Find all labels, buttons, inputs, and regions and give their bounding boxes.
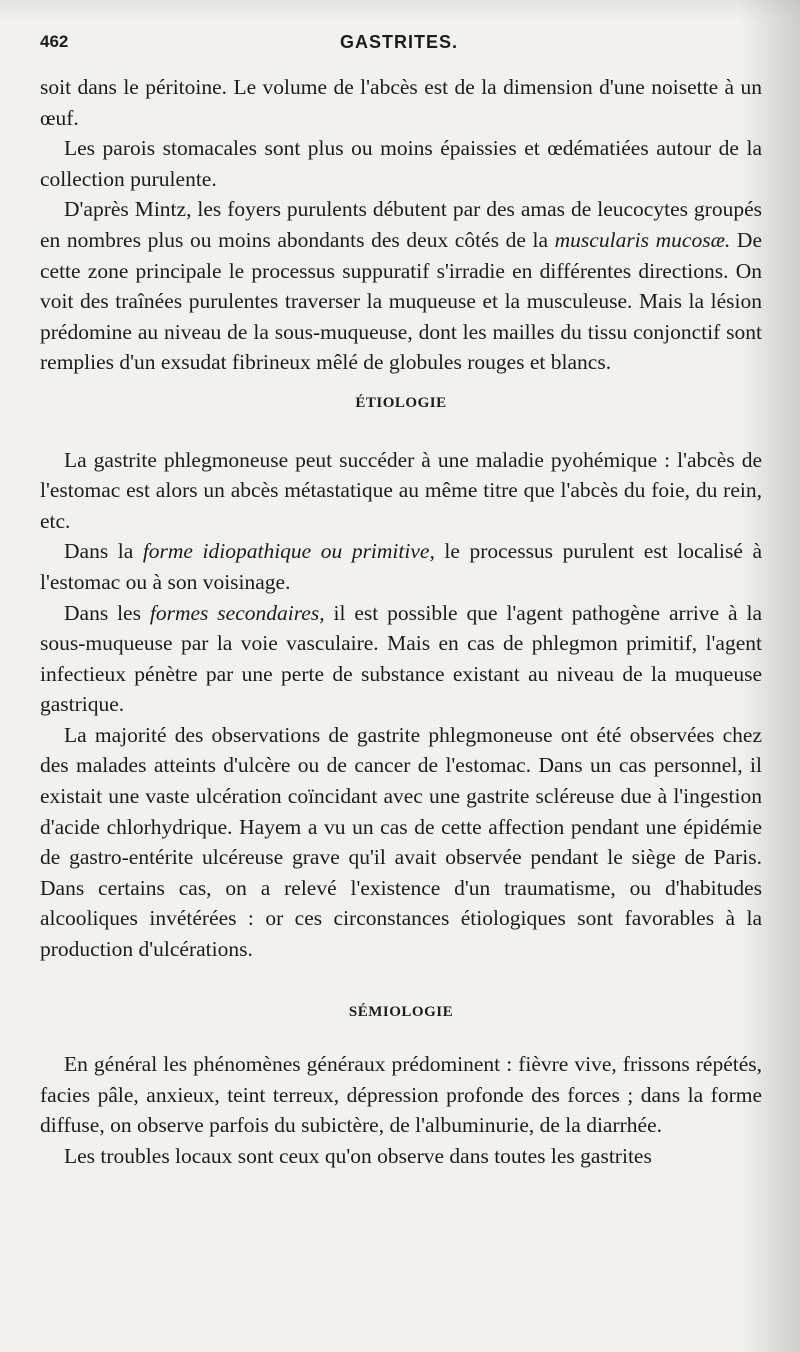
paragraph: En général les phénomènes généraux prédominent : fièvre vive, frissons répétés, facies pâle, anxieux, teint terreux, dépression profonde des forces ; dans la forme diffuse, on observe parfois du subictère, de l'albuminurie, de la diarrhée. (40, 1052, 762, 1138)
text-run: D'après Mintz, les foyers purulents débutent par des amas de leucocytes groupés en nombres plus ou moins abondants des deux côtés de la (40, 197, 762, 252)
paragraph: soit dans le péritoine. Le volume de l'abcès est de la dimension d'une noisette à un œuf. (40, 75, 762, 130)
paragraph (40, 536, 762, 597)
section-heading-etiologie: ÉTIOLOGIE (355, 394, 447, 411)
paragraph (40, 194, 762, 378)
italic-term: muscularis mucosæ. (554, 227, 731, 252)
page-number: 462 (40, 32, 69, 51)
italic-term: formes secondaires, (149, 600, 325, 625)
page-header (40, 32, 760, 60)
paragraph: La gastrite phlegmoneuse peut succéder à une maladie pyohémique : l'abcès de l'estomac est alors un abcès métastatique au même titre que l'abcès du foie, du rein, etc. (40, 447, 762, 533)
text-run: Dans les (64, 600, 150, 625)
text-run: De cette zone principale le processus suppuratif s'irradie en différentes directions. On voit des traînées purulentes traverser la muqueuse et la musculeuse. Mais la lésion prédomine au niveau de la sous-muqueuse, dont les mailles du tissu conjonctif sont remplies d'un exsudat fibrineux mêlé de globules rouges et blancs. (40, 227, 762, 375)
paragraph (40, 598, 762, 720)
paragraph: Les parois stomacales sont plus ou moins épaissies et œdématiées autour de la collection purulente. (40, 136, 762, 191)
text-run: le processus purulent est localisé à l'estomac ou à son voisinage. (40, 539, 763, 594)
italic-term: forme idiopathique ou primitive, (142, 539, 435, 564)
text-run: il est possible que l'agent pathogène arrive à la sous-muqueuse par la voie vasculaire. Mais en cas de phlegmon primitif, l'agent infectieux pénètre par une perte de substance existant au niveau de la muqueuse gastrique. (40, 600, 762, 717)
body-text (40, 72, 762, 1172)
text-run: Dans la (64, 539, 143, 564)
paragraph: Les troubles locaux sont ceux qu'on observe dans toutes les gastrites (64, 1144, 652, 1168)
section-heading-semiologie: SÉMIOLOGIE (348, 1003, 454, 1020)
running-title: GASTRITES. (340, 32, 459, 52)
paragraph: La majorité des observations de gastrite phlegmoneuse ont été observées chez des malades atteints d'ulcère ou de cancer de l'estomac. Dans un cas personnel, il existait une vaste ulcération coïncidant avec une gastrite scléreuse due à l'ingestion d'acide chlorhydrique. Hayem a vu un cas de cette affection pendant une épidémie de gastro-entérite ulcéreuse grave qu'il avait observée pendant le siège de Paris. Dans certains cas, on a relevé l'existence d'un traumatisme, ou d'habitudes alcooliques invétérées : or ces circonstances étiologiques sont favorables à la production d'ulcérations. (40, 722, 762, 962)
